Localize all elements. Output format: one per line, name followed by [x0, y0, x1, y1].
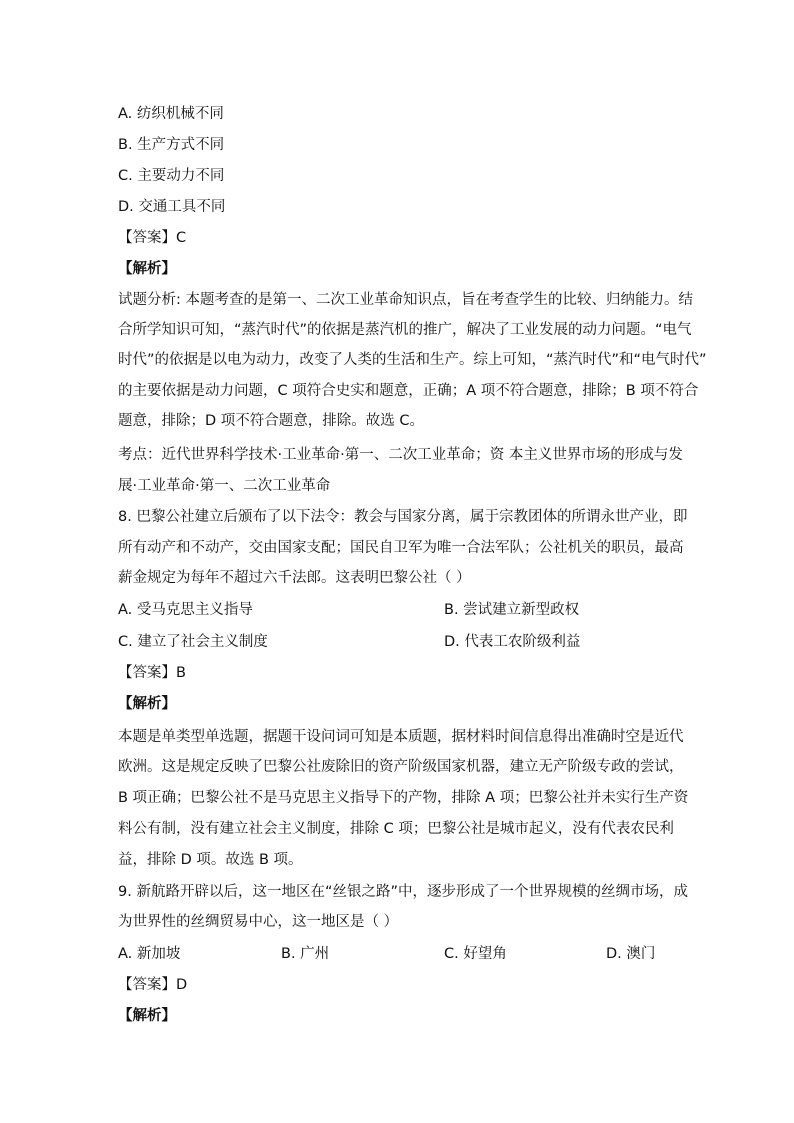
q9-option-c: C. 好望角 — [444, 946, 507, 962]
q7-analysis-line: 题意，排除；D 项不符合题意，排除。故选 C。 — [118, 413, 425, 429]
q7-analysis-line: 合所学知识可知，“蒸汽时代”的依据是蒸汽机的推广，解决了工业发展的动力问题。“电气 — [118, 322, 692, 338]
q7-option-a: A. 纺织机械不同 — [118, 106, 224, 122]
q7-kaodian-line: 展·工业革命·第一、二次工业革命 — [118, 478, 331, 494]
q9-analysis-label: 【解析】 — [118, 1008, 176, 1024]
q7-analysis-line: 试题分析: 本题考查的是第一、二次工业革命知识点，旨在考查学生的比较、归纳能力。结 — [118, 292, 693, 308]
q8-analysis-line: 本题是单类型单选题，据题干设问词可知是本质题，据材料时间信息得出准确时空是近代 — [118, 729, 684, 745]
q8-analysis-line: 益，排除 D 项。故选 B 项。 — [118, 852, 303, 868]
q7-analysis-label: 【解析】 — [118, 261, 176, 277]
q8-analysis-line: 料公有制，没有建立社会主义制度，排除 C 项；巴黎公社是城市起义，没有代表农民利 — [118, 821, 674, 837]
q9-answer: 【答案】D — [118, 977, 188, 993]
q8-option-c: C. 建立了社会主义制度 — [118, 634, 268, 650]
q8-analysis-line: 欧洲。这是规定反映了巴黎公社废除旧的资产阶级国家机器，建立无产阶级专政的尝试， — [118, 759, 684, 775]
q8-option-d: D. 代表工农阶级利益 — [444, 634, 581, 650]
q8-option-b: B. 尝试建立新型政权 — [444, 602, 580, 618]
q7-analysis-line: 时代”的依据是以电为动力，改变了人类的生活和生产。综上可知，“蒸汽时代”和“电气时代” — [118, 352, 707, 368]
q7-analysis-line: 的主要依据是动力问题，C 项符合史实和题意，正确；A 项不符合题意，排除；B 项不符合 — [118, 383, 699, 399]
q9-stem-line: 为世界性的丝绸贸易中心，这一地区是（ ） — [118, 914, 399, 930]
q7-kaodian-line: 考点：近代世界科学技术·工业革命·第一、二次工业革命；资 本主义世界市场的形成与发 — [118, 447, 683, 463]
q8-stem-line: 8. 巴黎公社建立后颁布了以下法令：教会与国家分离，属于宗教团体的所谓永世产业，即 — [118, 509, 688, 525]
q9-option-b: B. 广州 — [281, 946, 330, 962]
q7-option-b: B. 生产方式不同 — [118, 137, 225, 153]
q9-option-d: D. 澳门 — [606, 946, 656, 962]
q7-answer: 【答案】C — [118, 230, 187, 246]
q9-stem-line: 9. 新航路开辟以后，这一地区在“丝银之路”中，逐步形成了一个世界规模的丝绸市场，成 — [118, 884, 688, 900]
q7-option-d: D. 交通工具不同 — [118, 199, 226, 215]
q7-option-c: C. 主要动力不同 — [118, 168, 225, 184]
q8-analysis-line: B 项正确；巴黎公社不是马克思主义指导下的产物，排除 A 项；巴黎公社并未实行生产资 — [118, 790, 689, 806]
q8-stem-line: 薪金规定为每年不超过六千法郎。这表明巴黎公社（ ） — [118, 570, 471, 586]
q9-option-a: A. 新加坡 — [118, 946, 181, 962]
q8-answer: 【答案】B — [118, 665, 186, 681]
q8-stem-line: 所有动产和不动产，交由国家支配；国民自卫军为唯一合法军队；公社机关的职员，最高 — [118, 540, 684, 556]
q8-option-a: A. 受马克思主义指导 — [118, 602, 253, 618]
q8-analysis-label: 【解析】 — [118, 696, 176, 712]
